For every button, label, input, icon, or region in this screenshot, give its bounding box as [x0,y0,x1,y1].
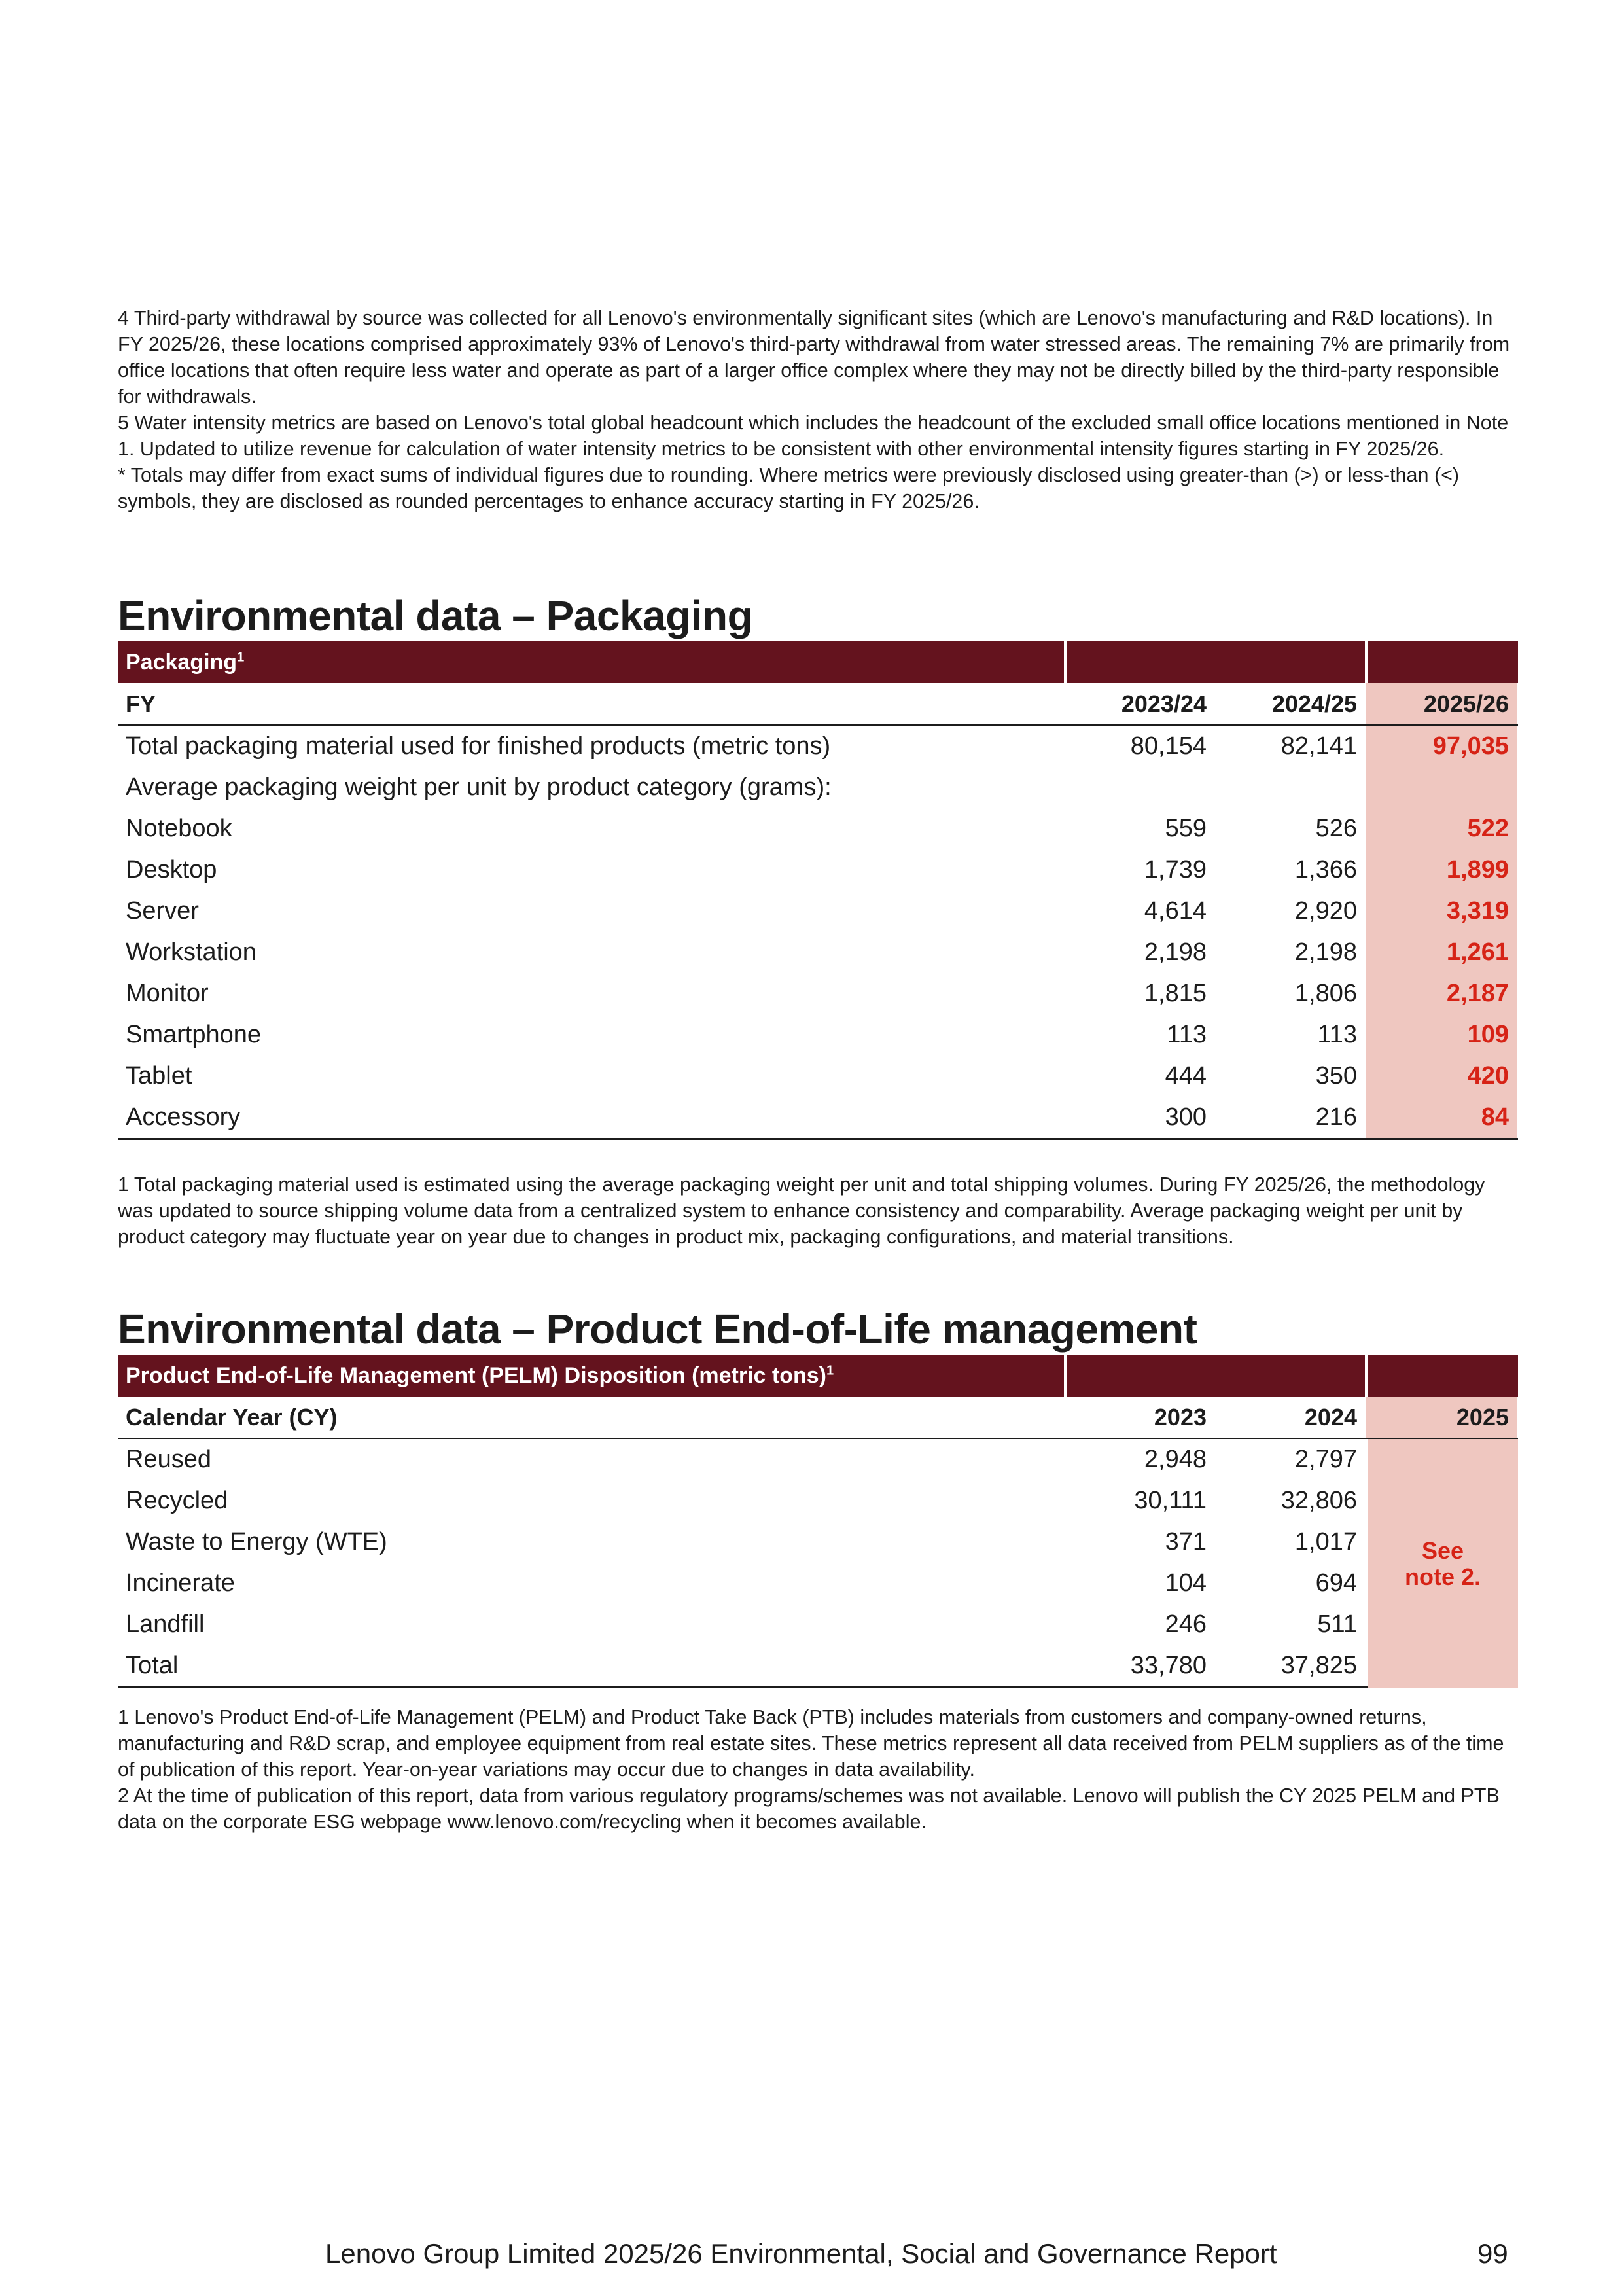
table-row: Smartphone 113 113 109 [118,1014,1518,1056]
table-row: Notebook 559 526 522 [118,808,1518,849]
pelm-table-title: Product End-of-Life Management (PELM) Disposition (metric tons)$^1$ [126,1362,834,1388]
table-row: Total packaging material used for finished products (metric tons) 80,154 82,141 97,035 [118,726,1518,767]
page-number: 99 [1477,2238,1508,2269]
header-2023-24: 2023/24 [1121,690,1207,717]
packaging-table-title-bar [118,641,1518,683]
see-note-2-cell: See note 2. [1368,1439,1518,1688]
packaging-table [118,641,1518,1140]
header-2025-26: 2025/26 [1366,683,1517,724]
table-row: Accessory 300 216 84 [118,1097,1518,1140]
packaging-notes [118,1171,1518,1250]
header-calendar-year: Calendar Year (CY) [126,1403,338,1431]
table-row: Total 33,780 37,825 [118,1645,1518,1688]
footnote-5: 5 Water intensity metrics are based on Lenovo's total global headcount which includes the headcount of the excluded small office locations mentioned in Note 1. Updated to utilize revenue for calculation of water intensity metrics to be consistent with other environmental intensity figures starting in FY 2025/26. [118,412,1509,460]
table-row: Recycled 30,111 32,806 [126,1487,1357,1514]
pelm-table [118,1355,1518,1688]
header-2024-25: 2024/25 [1271,690,1357,717]
packaging-section-title: Environmental data – Packaging [118,592,753,639]
packaging-header-row [118,683,1518,726]
pelm-table-title-bar [118,1355,1518,1397]
table-row: Incinerate 104 694 [126,1569,1357,1597]
table-row: Waste to Energy (WTE) 371 1,017 [126,1528,1357,1556]
table-row: Workstation 2,198 2,198 1,261 [118,932,1518,973]
footnote-4: 4 Third-party withdrawal by source was collected for all Lenovo's environmentally significant sites (which are Lenovo's manufacturing and R&D locations). In FY 2025/26, these locations comprised approximately 93% of Lenovo's third-party withdrawal from water stressed areas. The remaining 7% are primarily from office locations that often require less water and operate as part of a larger office complex where they may not be directly billed by the third-party responsible for withdrawals. [118,307,1510,408]
top-notes [118,305,1518,514]
packaging-table-title: Packaging$^1$ [126,649,245,675]
pelm-footnote-2: 2 At the time of publication of this report, data from various regulatory programs/schemes was not available. Lenovo will publish the CY 2025 PELM and PTB data on the corporate ESG webpage www.lenovo.com/recycling when it becomes available. [118,1785,1500,1833]
table-row: Reused 2,948 2,797 [126,1446,1357,1473]
header-fy: FY [126,690,156,717]
table-row: Landfill 246 511 [126,1610,1357,1638]
pelm-notes [118,1704,1518,1835]
header-2023: 2023 [1154,1403,1207,1431]
table-row: Average packaging weight per unit by product category (grams): [118,767,1518,808]
table-row: Server 4,614 2,920 3,319 [118,891,1518,932]
header-2025: 2025 [1366,1397,1517,1438]
pelm-body [118,1439,1518,1688]
pelm-footnote-1: 1 Lenovo's Product End-of-Life Management (PELM) and Product Take Back (PTB) includes materials from customers and company-owned returns, manufacturing and R&D scrap, and employee equipment from real estate sites. These metrics represent all data received from PELM suppliers as of the time of publication of this report. Year-on-year variations may occur due to changes in data availability. [118,1706,1504,1781]
packaging-footnote-1: 1 Total packaging material used is estimated using the average packaging weight per unit and total shipping volumes. During FY 2025/26, the methodology was updated to source shipping volume data from a centralized system to enhance consistency and comparability. Average packaging weight per unit by product category may fluctuate year on year due to changes in product mix, packaging configurations, and material transitions. [118,1173,1485,1248]
pelm-header-row [118,1397,1518,1439]
table-row: Tablet 444 350 420 [118,1056,1518,1097]
table-row: Desktop 1,739 1,366 1,899 [118,849,1518,891]
footer-report-title: Lenovo Group Limited 2025/26 Environmental, Social and Governance Report [325,2238,1277,2269]
header-2024: 2024 [1304,1403,1357,1431]
table-row: Monitor 1,815 1,806 2,187 [118,973,1518,1014]
footnote-totals: * Totals may differ from exact sums of individual figures due to rounding. Where metrics were previously disclosed using greater-than (>) or less-than (<) symbols, they are disclosed as rounded percentages to enhance accuracy starting in FY 2025/26. [118,464,1460,512]
pelm-section-title: Environmental data – Product End-of-Life management [118,1306,1197,1353]
